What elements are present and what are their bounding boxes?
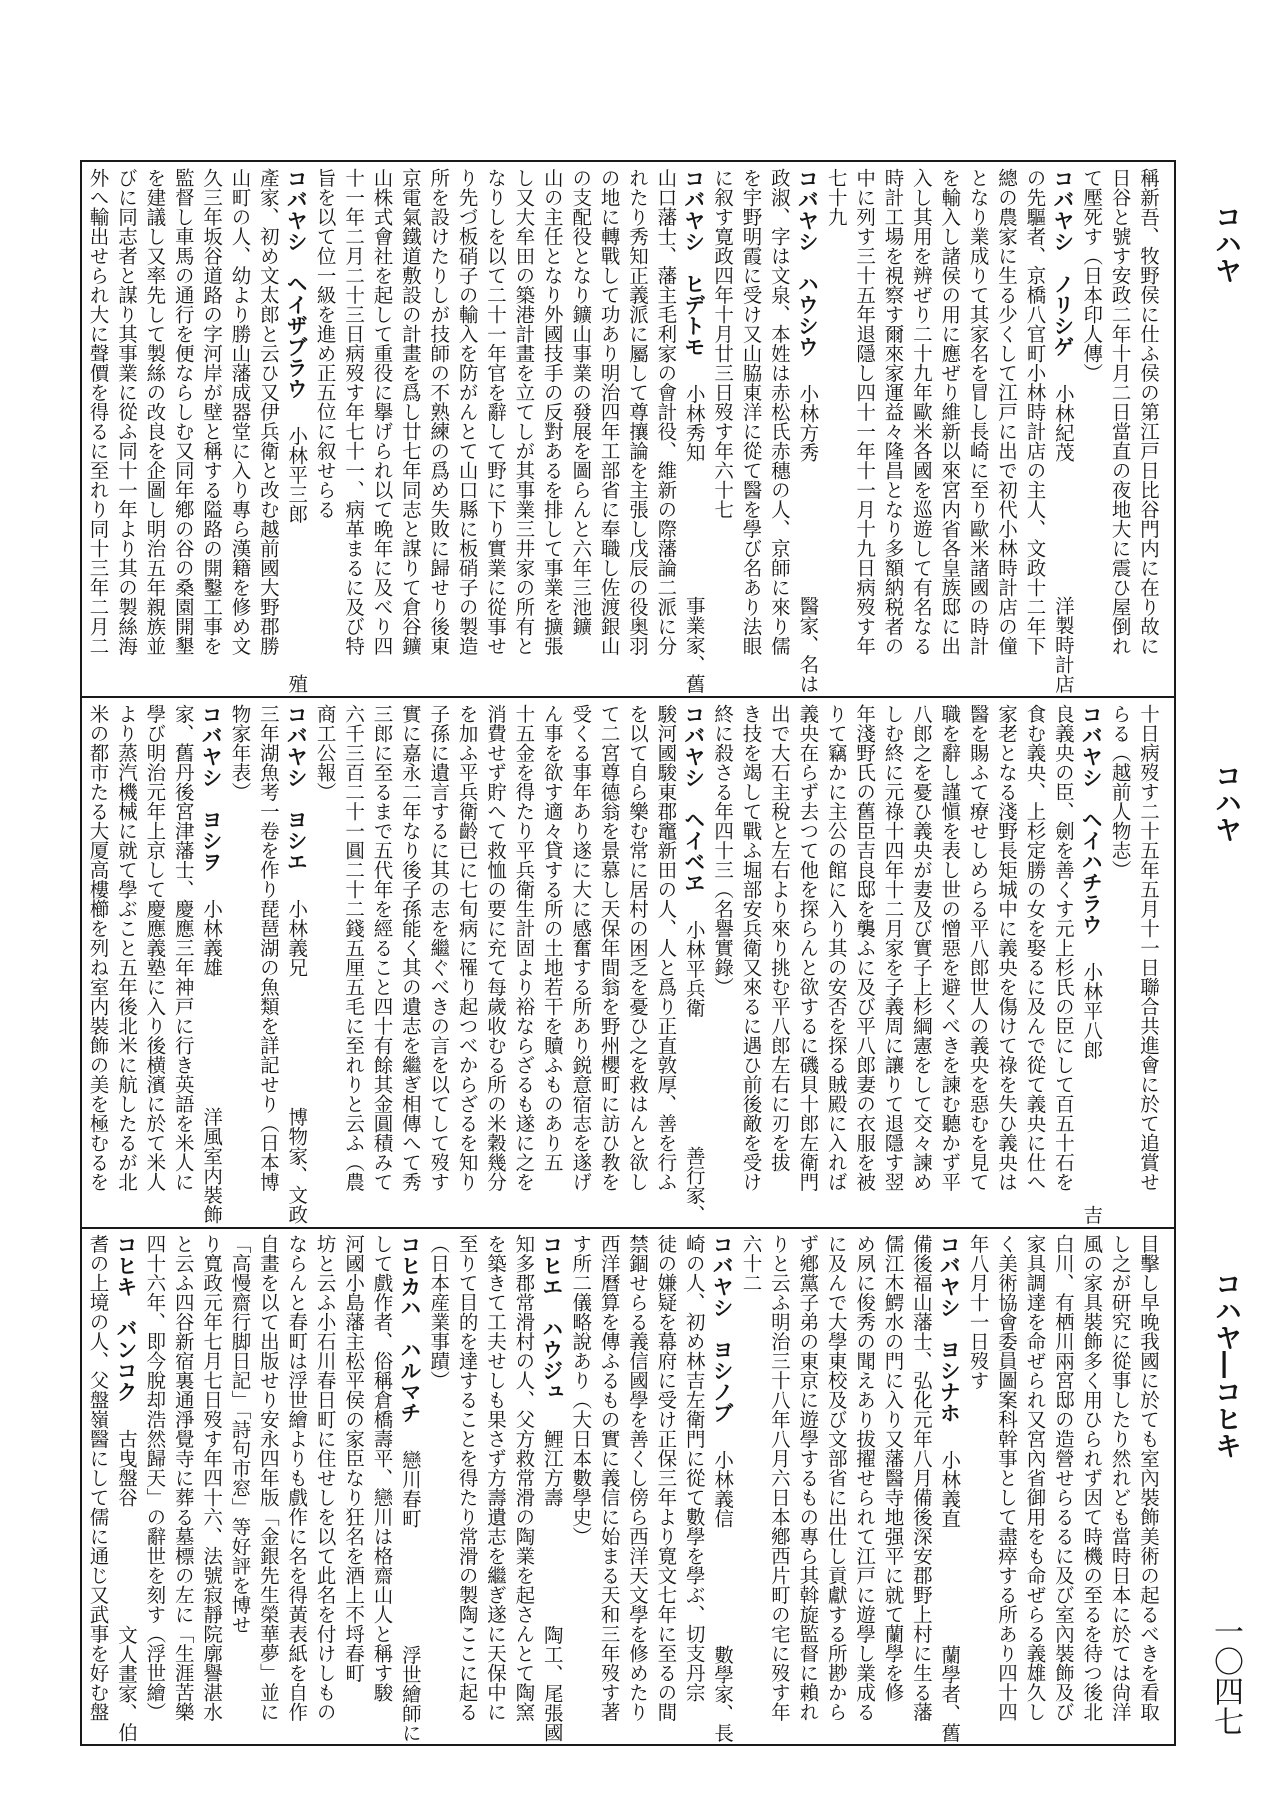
text-column: 久三年坂谷道路の字河岸が壁と稱する隘路の開鑿工事を bbox=[200, 168, 224, 656]
text-column: め夙に俊秀の聞えあり拔擢せられて江戸に遊學し業成る bbox=[853, 1234, 877, 1722]
text-column: に叙す寛政四年十月廿三日歿す年六十七 bbox=[711, 168, 735, 519]
text-column: を築きて工夫せしも果さず方壽遺志を繼ぎ遂に天保中に bbox=[484, 1234, 508, 1722]
entry-occupation: 事業家、舊 bbox=[682, 595, 706, 693]
entry-reading-kana: コバヤシ ヒデトモ bbox=[681, 168, 707, 357]
text-column: 目擊し早晚我國に於ても室內裝飾美術の起るべきを看取 bbox=[1137, 1234, 1160, 1722]
entry-name: 小林義兄 bbox=[285, 899, 309, 978]
text-column: 「高慢齋行脚日記」「詩句市窓」等好評を博せ bbox=[228, 1234, 252, 1634]
text-column: 時計工場を視察す爾來家運益々隆昌となり多額納税者の bbox=[881, 168, 905, 656]
entry-reading-kana: コバヤシ ヘイハチラウ bbox=[1079, 704, 1105, 935]
entry-heading bbox=[282, 704, 310, 1224]
text-column: 京電氣鐵道敷設の計畫を爲し廿七年同志と謀りて倉谷鑛 bbox=[398, 168, 422, 656]
tier-bottom bbox=[82, 1229, 1174, 1744]
text-column: と云ふ四谷新宿裏通淨覺寺に葬る墓標の左に「生涯苦樂 bbox=[171, 1234, 195, 1722]
text-column: 政淑、字は文泉、本姓は赤松氏赤穗の人、京師に來り儒 bbox=[767, 168, 791, 656]
entry-reading-kana: コヒエ ハウジュ bbox=[539, 1234, 565, 1402]
text-column: 醫を賜ふて療せしめらる平八郎世人の義央を惡むを見て bbox=[966, 704, 990, 1192]
text-column: 旨を以て位一級を進め正五位に叙せらる bbox=[313, 168, 337, 519]
text-column: の支配役となり鑛山事業の發展を圖らんと六年三池鑛 bbox=[569, 168, 593, 636]
text-column: の先驅者、京橋八官町小林時計店の主人、文政十二年下 bbox=[1023, 168, 1047, 656]
text-column: を加ふ平兵衛齡已に七旬病に罹り起つべからざるを知り bbox=[455, 704, 479, 1192]
entry-heading bbox=[679, 168, 707, 693]
running-head: コハヤ bbox=[1210, 203, 1241, 284]
text-column: し又大牟田の築港計畫を立てしが其事業三井家の所有と bbox=[512, 168, 536, 656]
text-column: 家、舊丹後宮津藩士、慶應三年神戸に行き英語を米人に bbox=[171, 704, 195, 1192]
text-column: て壓死す（日本印人傳） bbox=[1080, 168, 1104, 383]
text-column: 消費せず貯へて救恤の要に充て每歲收むる所の米穀幾分 bbox=[484, 704, 508, 1192]
text-column: 入し其用を辨ぜり二十九年歐米各國を巡遊して有名なる bbox=[909, 168, 933, 656]
text-column: 禁錮せらる義信國學を善くし傍ら西洋天文學を修めたり bbox=[625, 1234, 649, 1722]
entry-heading bbox=[1077, 704, 1105, 1224]
text-column: 儒江木鰐水の門に入り又藩醫寺地强平に就て蘭學を修 bbox=[881, 1234, 905, 1702]
entry-heading bbox=[793, 168, 821, 693]
tier-middle bbox=[82, 698, 1174, 1227]
text-column: 山の主任となり外國技手の反對あるを排して事業を擴張 bbox=[540, 168, 564, 656]
text-column: 出で大石主稅と左右より來り挑む平八郎左右に刃を拔 bbox=[767, 704, 791, 1172]
entry-occupation: 蘭學者、舊 bbox=[938, 1644, 962, 1742]
text-column: りと云ふ明治三十八年八月六日本鄕西片町の宅に歿す年 bbox=[767, 1234, 791, 1722]
text-column: 監督し車馬の通行を便ならしむ又同年鄕の谷の桑園開墾 bbox=[171, 168, 195, 656]
text-column: 商工公報） bbox=[313, 704, 337, 802]
text-column: 崎の人、初め林吉左衛門に從て數學を學ぶ、切支丹宗 bbox=[682, 1234, 706, 1702]
entry-name: 小林紀茂 bbox=[1051, 384, 1075, 463]
text-column: り寬政元年七月七日歿す年四十六、法號寂靜院廓譽湛水 bbox=[200, 1234, 224, 1722]
text-column: 食む義央、上杉定勝の女を娶るに及んで從て義央に仕へ bbox=[1023, 704, 1047, 1192]
entry-heading bbox=[537, 1234, 565, 1742]
text-column: 中に列す三十五年退隱し四十一年十一月十九日病歿す年 bbox=[853, 168, 877, 656]
text-column: き技を竭して戰ふ堀部安兵衛又來るに遇ひ前後敵を受け bbox=[739, 704, 763, 1192]
entry-name: 鯉江方壽 bbox=[540, 1429, 564, 1508]
text-column: りて竊かに主公の館に入り其の安否を探る賊殿に入れば bbox=[824, 704, 848, 1192]
text-column: 外へ輸出せられ大に聲價を得るに至れり同十三年二月二 bbox=[86, 168, 110, 656]
entry-reading-kana: コバヤシ ヨシヲ bbox=[199, 704, 225, 872]
text-column: 年八月十一日歿す bbox=[966, 1234, 990, 1390]
text-column: 家老となる淺野長矩城中に義央を傷けて祿を失ひ義央は bbox=[995, 704, 1019, 1192]
text-column: して戲作者、俗稱倉橋壽平、戀川は格齋山人と稱す駿 bbox=[370, 1234, 394, 1702]
text-column: 六十二 bbox=[739, 1234, 763, 1293]
text-column: 西洋曆算を傳ふるもの實に義信に始まる天和三年歿す著 bbox=[597, 1234, 621, 1722]
text-column: ならんと春町は浮世繪よりも戲作に名を得黃表紙を自作 bbox=[285, 1234, 309, 1722]
entry-name: 小林平兵衛 bbox=[682, 920, 706, 1018]
entry-occupation: 吉 bbox=[1080, 1204, 1104, 1224]
text-column: （日本産業事蹟） bbox=[427, 1234, 451, 1390]
text-column: 白川、有栖川兩宮邸の造營せらるるに及び室內裝飾及び bbox=[1051, 1234, 1075, 1722]
entry-name: 小林方秀 bbox=[796, 384, 820, 463]
text-column: て二宮尊德翁を景慕し天保年間翁を野州櫻町に訪ひ教を bbox=[597, 704, 621, 1192]
entry-occupation: 陶工、尾張國 bbox=[540, 1625, 564, 1742]
text-column: を以て自ら樂む常に居村の困乏を憂ひ之を救はんと欲し bbox=[625, 704, 649, 1192]
entry-reading-kana: コヒカハ ハルマチ bbox=[397, 1234, 423, 1423]
text-column: 良義央の臣、劍を善くす元上杉氏の臣にして百五十石を bbox=[1051, 704, 1075, 1192]
entry-heading bbox=[395, 1234, 423, 1742]
text-column: 山口藩士、藩主毛利家の會計役、維新の際藩論二派に分 bbox=[654, 168, 678, 656]
text-column: なりしを以て二十一年官を辭して野に下り實業に從事せ bbox=[484, 168, 508, 656]
entry-occupation: 洋風室内裝飾 bbox=[200, 1107, 224, 1224]
text-column: 駿河國駿東郡竈新田の人、人と爲り正直敦厚、善を行ふ bbox=[654, 704, 678, 1192]
text-column: らる（越前人物志） bbox=[1108, 704, 1132, 880]
entry-name: 小林義雄 bbox=[200, 899, 224, 978]
entry-reading-kana: コバヤシ ハウシウ bbox=[795, 168, 821, 357]
text-column: 子孫に遺言するに其の志を繼ぐべきの言を以てして歿す bbox=[427, 704, 451, 1192]
text-column: を建議し又率先して製絲の改良を企圖し明治五年親族並 bbox=[143, 168, 167, 656]
text-column: 實に嘉永二年なり後子孫能く其の遺志を繼ぎ相傳へて秀 bbox=[398, 704, 422, 1192]
entry-occupation: 醫家、名は bbox=[796, 595, 820, 693]
text-column: 風の家具裝飾多く用ひられず因て時機の至るを待つ後北 bbox=[1080, 1234, 1104, 1722]
entry-name: 小林平八郎 bbox=[1080, 962, 1104, 1060]
text-column: 耆の上境の人、父盤嶺醫にして儒に通じ又武事を好む盤 bbox=[86, 1234, 110, 1722]
text-column: 知多郡常滑村の人、父方救常滑の陶業を起さんとて陶窯 bbox=[512, 1234, 536, 1722]
text-column: ず鄕黨子弟の東京に遊學するもの專ら其斡旋監督に賴れ bbox=[796, 1234, 820, 1722]
entry-reading-kana: コバヤシ ヨシノブ bbox=[710, 1234, 736, 1423]
entry-heading bbox=[112, 1234, 140, 1742]
entry-name: 戀川春町 bbox=[398, 1450, 422, 1529]
text-column: 義央在らず去つて他を探らんと欲するに磯貝十郎左衛門 bbox=[796, 704, 820, 1192]
text-column: り先づ板硝子の輸入を防がんとて山口縣に板硝子の製造 bbox=[455, 168, 479, 656]
text-column: 三郎に至るまで五代年を經ること四十有餘其金圓積みて bbox=[370, 704, 394, 1192]
text-column: 十日病歿す二十五年五月十一日聯合共進會に於て追賞せ bbox=[1137, 704, 1160, 1192]
text-column: 所を設けたりしが技師の不熟練の爲め失敗に歸せり後東 bbox=[427, 168, 451, 656]
text-column: 物家年表） bbox=[228, 704, 252, 802]
text-column: に及んで大學東校及び文部省に出仕し貢獻する所尠から bbox=[824, 1234, 848, 1722]
text-column: 年淺野氏の舊臣吉良邸を襲ふに及び平八郎妻の衣服を被 bbox=[853, 704, 877, 1192]
text-column: 至りて目的を達することを得たり常滑の製陶ここに起る bbox=[455, 1234, 479, 1722]
text-column: す所二儀略說あり（大日本數學史） bbox=[569, 1234, 593, 1546]
text-column: 米の都市たる大厦高樓櫛を列ね室内裝飾の美を極むるを bbox=[86, 704, 110, 1192]
entry-reading-kana: コバヤシ ヨシエ bbox=[284, 704, 310, 872]
entry-reading-kana: コヒキ バンコク bbox=[113, 1234, 139, 1402]
entry-name: 小林義信 bbox=[711, 1450, 735, 1529]
entry-name: 小林秀知 bbox=[682, 384, 706, 463]
entry-reading-kana: コバヤシ ヨシナホ bbox=[937, 1234, 963, 1423]
text-column: 自畫を以て出版せり安永四年版「金銀先生榮華夢」並に bbox=[256, 1234, 280, 1722]
entry-name: 小林平三郎 bbox=[285, 426, 309, 524]
text-column: を輸入し諸侯の用に應ぜり維新以來宮内省各皇族邸に出 bbox=[938, 168, 962, 656]
text-column: し之が研究に從事したり然れども當時日本に於ては尙洋 bbox=[1108, 1234, 1132, 1722]
entry-heading bbox=[679, 704, 707, 1224]
tier-top bbox=[82, 162, 1174, 696]
entry-occupation: 善行家、 bbox=[682, 1146, 706, 1224]
text-column: ん事を欲す適々貸する所の土地若干を贖ふものあり五 bbox=[540, 704, 564, 1172]
text-column: 山町の人、幼より勝山藩成器堂に入り專ら漢籍を修め文 bbox=[228, 168, 252, 656]
text-column: 六千三百二十一圓二十二錢五厘五毛に至れりと云ふ（農 bbox=[342, 704, 366, 1192]
entry-occupation: 洋製時計店 bbox=[1051, 595, 1075, 693]
text-column: 職を辭し謹愼を表し世の憎惡を避くべきを諫む聽かず平 bbox=[938, 704, 962, 1192]
text-column: 終に殺さる年四十三（名譽實錄） bbox=[711, 704, 735, 997]
entry-heading bbox=[1048, 168, 1076, 693]
text-column: 稱新吾、牧野侯に仕ふ侯の第江戸日比谷門内に在り故に bbox=[1137, 168, 1160, 656]
entry-occupation: 數學家、長 bbox=[711, 1644, 735, 1742]
text-column: 坊と云ふ小石川春日町に住せしを以て此名を付けしもの bbox=[313, 1234, 337, 1722]
text-column: 十一年二月二十三日病歿す年七十一、病革まるに及び特 bbox=[342, 168, 366, 656]
text-column: 家具調達を命ぜられ又宮內省御用をも命ぜらる義雄久し bbox=[1023, 1234, 1047, 1722]
entry-heading bbox=[197, 704, 225, 1224]
entry-name: 小林義直 bbox=[938, 1450, 962, 1529]
text-column: 受くる事年あり遂に大に感奮する所あり鋭意宿志を遂げ bbox=[569, 704, 593, 1192]
text-column: となり業成りて其家名を冒し長崎に至り歐米諸國の時計 bbox=[966, 168, 990, 656]
entry-reading-kana: コバヤシ ヘイベヱ bbox=[681, 704, 707, 893]
page-number: 一〇四七 bbox=[1208, 1616, 1243, 1736]
text-column: く美術協會委員圖案科幹事として盡瘁する所あり四十四 bbox=[995, 1234, 1019, 1722]
text-column: 十五金を得たり平兵衛生計固より裕ならざるも遂に之を bbox=[512, 704, 536, 1192]
entry-occupation: 文人畫家、伯 bbox=[114, 1625, 138, 1742]
entry-heading bbox=[282, 168, 310, 693]
text-column: れたり秀知正義派に屬して尊攘論を主張し戊辰の役奥羽 bbox=[625, 168, 649, 656]
text-column: 徒の嫌疑を幕府に受け正保三年より寛文七年に至るの間 bbox=[654, 1234, 678, 1722]
text-column: の地に轉戰して功あり明治四年工部省に奉職し佐渡銀山 bbox=[597, 168, 621, 656]
running-head: コハヤ―コヒキ bbox=[1210, 1270, 1241, 1459]
text-column: 七十九 bbox=[824, 168, 848, 227]
text-column: 學び明治元年上京して慶應義塾に入り後横濱に於て米人 bbox=[143, 704, 167, 1192]
text-column: 河國小島藩主松平侯の家臣なり狂名を酒上不埒春町 bbox=[342, 1234, 366, 1683]
text-column: 總の農家に生る少くして江戸に出で初代小林時計店の僮 bbox=[995, 168, 1019, 656]
entry-reading-kana: コバヤシ ノリシゲ bbox=[1050, 168, 1076, 357]
entry-occupation: 浮世繪師に bbox=[398, 1644, 422, 1742]
text-column: 產家、初め文太郎と云ひ又伊兵衛と改む越前國大野郡勝 bbox=[256, 168, 280, 656]
entry-occupation: 博物家、文政 bbox=[285, 1107, 309, 1224]
entry-reading-kana: コバヤシ ヘイザブラウ bbox=[284, 168, 310, 399]
entry-heading bbox=[935, 1234, 963, 1742]
entry-name: 古曳盤谷 bbox=[114, 1429, 138, 1508]
text-column: 山株式會社を起して重役に擧げられ以て晩年に及べり四 bbox=[370, 168, 394, 656]
text-column: 日谷と號す安政二年十月二日當直の夜地大に震ひ屋倒れ bbox=[1108, 168, 1132, 656]
text-column: びに同志者と謀り其事業に從ふ同十一年より其の製絲海 bbox=[114, 168, 138, 656]
text-column: しむ終に元祿十四年十二月家を子義周に讓りて退隱す翌 bbox=[881, 704, 905, 1192]
text-column: 四十六年、即今脫却浩然歸天」の辭世を刻す（浮世繪） bbox=[143, 1234, 167, 1722]
text-column: を宇野明霞に受け又山脇東洋に從て醫を學び名あり法眼 bbox=[739, 168, 763, 656]
text-column: 八郎之を憂ひ義央が妻及び實子上杉綱憲をして交々諫め bbox=[909, 704, 933, 1192]
text-column: 備後福山藩士、弘化元年八月備後深安郡野上村に生る藩 bbox=[909, 1234, 933, 1722]
entry-occupation: 殖 bbox=[285, 673, 309, 693]
page-frame bbox=[80, 160, 1176, 1746]
text-column: より蒸汽機械に就て學ぶこと五年後北米に航したるが北 bbox=[114, 704, 138, 1192]
entry-heading bbox=[708, 1234, 736, 1742]
running-head: コハヤ bbox=[1210, 762, 1241, 843]
text-column: 三年湖魚考一卷を作り琵琶湖の魚類を詳記せり（日本博 bbox=[256, 704, 280, 1192]
